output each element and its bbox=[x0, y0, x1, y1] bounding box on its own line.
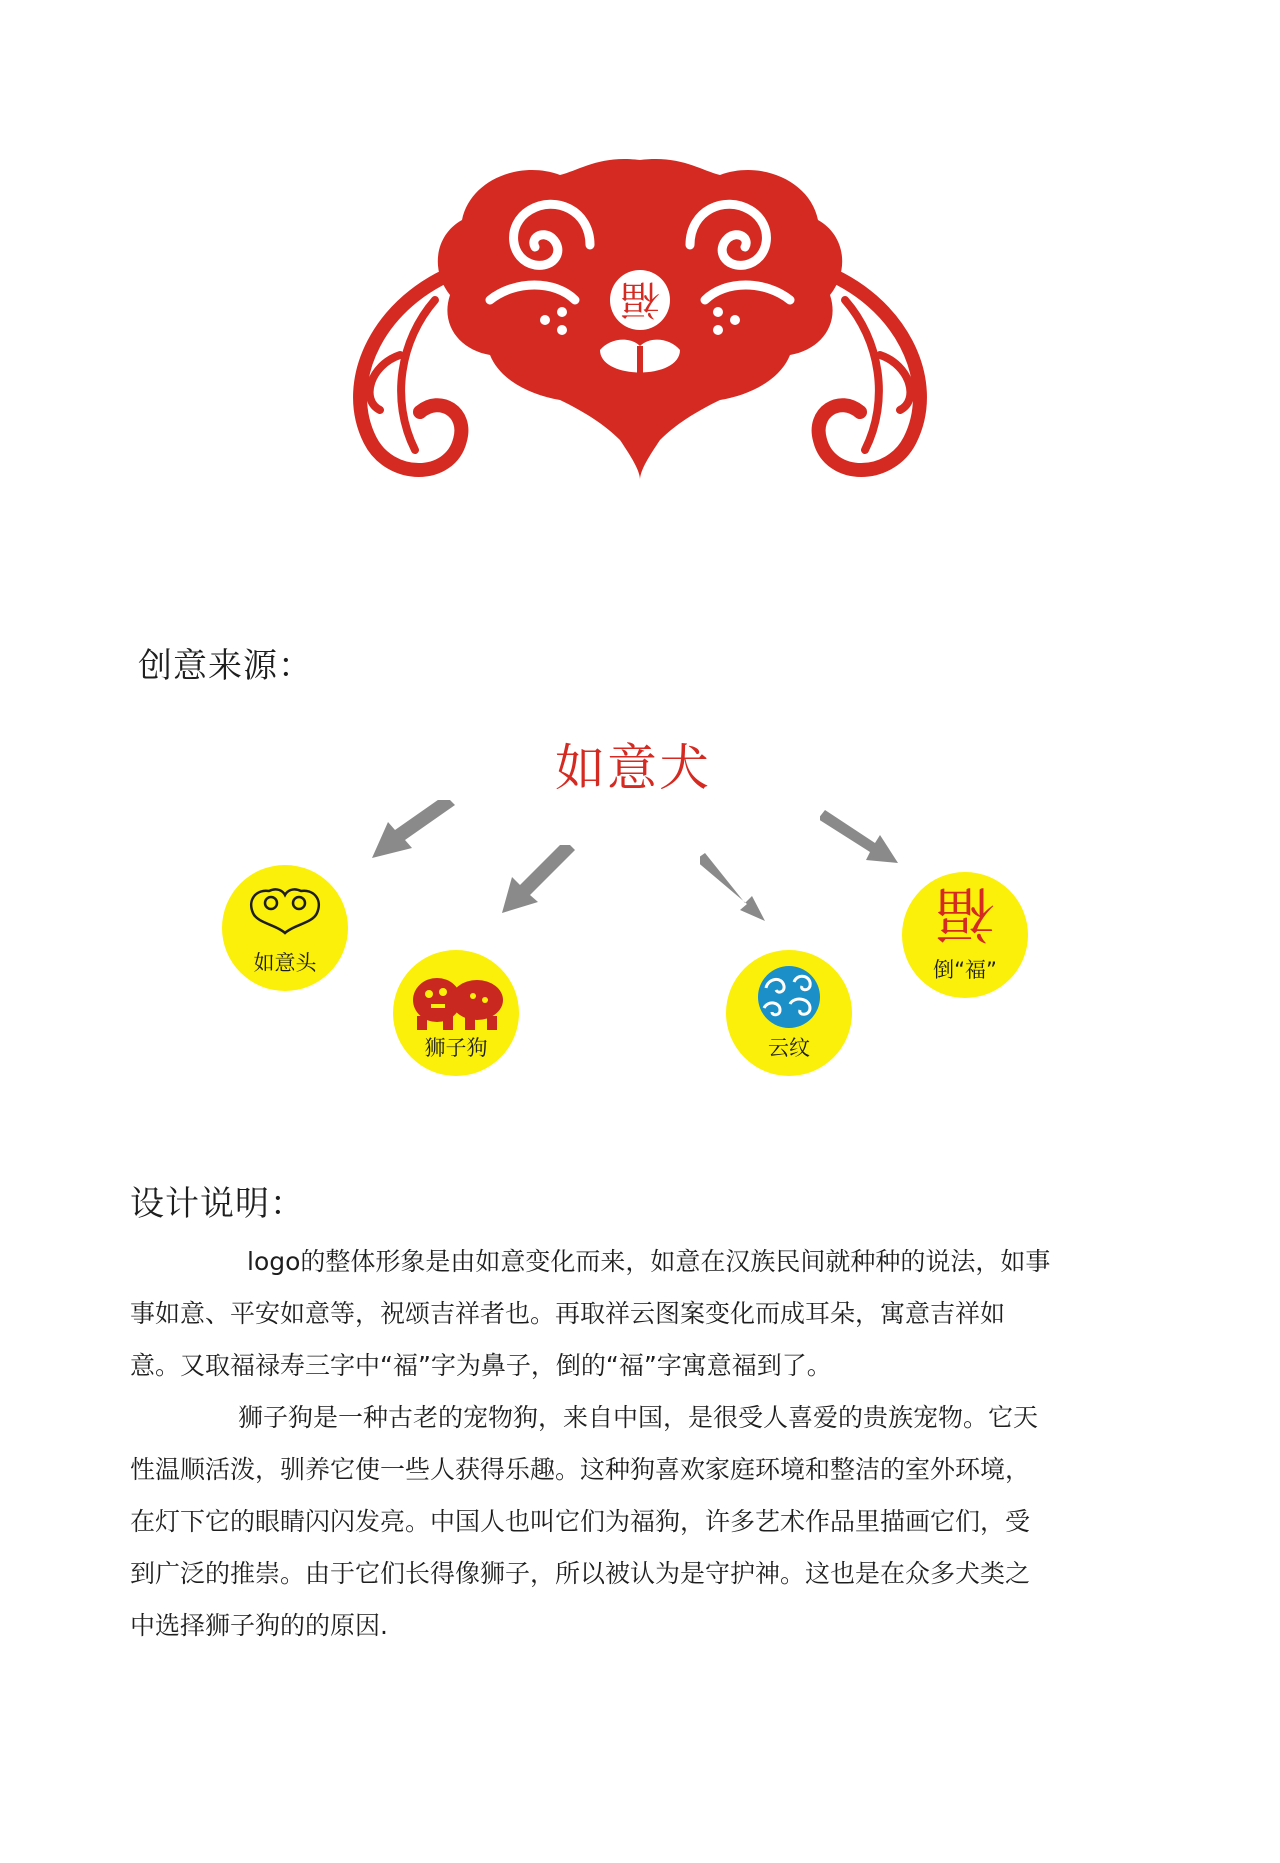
lion-dog-icon bbox=[407, 970, 505, 1032]
text-line: 中选择狮子狗的的原因. bbox=[130, 1611, 388, 1640]
element-label: 狮子狗 bbox=[424, 1036, 488, 1060]
ruyi-head-icon bbox=[247, 885, 323, 937]
arrow-right-inner bbox=[700, 848, 770, 923]
paragraph-logo bbox=[130, 1236, 1130, 1288]
text-line: 到广泛的推崇。由于它们长得像狮子，所以被认为是守护神。这也是在众多犬类之 bbox=[130, 1559, 1031, 1588]
design-description-heading: 设计说明： bbox=[130, 1184, 305, 1224]
text-line: 意。又取福禄寿三字中“福”字为鼻子，倒的“福”字寓意福到了。 bbox=[130, 1351, 832, 1380]
element-upside-down-fu bbox=[902, 872, 1028, 998]
arrow-left-outer bbox=[370, 800, 460, 860]
ruyi-dog-logo bbox=[340, 150, 940, 510]
fu-character: 福 bbox=[620, 276, 660, 322]
text-line: 事如意、平安如意等，祝颂吉祥者也。再取祥云图案变化而成耳朵，寓意吉祥如 bbox=[130, 1299, 1006, 1328]
element-label: 云纹 bbox=[768, 1036, 810, 1060]
text-line: logo的整体形象是由如意变化而来，如意在汉族民间就种种的说法，如事 bbox=[247, 1247, 1051, 1276]
element-cloud-pattern bbox=[726, 950, 852, 1076]
upside-down-fu-icon: 福 bbox=[935, 878, 995, 948]
text-line: 性温顺活泼，驯养它使一些人获得乐趣。这种狗喜欢家庭环境和整洁的室外环境， bbox=[130, 1455, 1031, 1484]
paragraph-lion-dog-cont bbox=[130, 1444, 1130, 1652]
text-line: 狮子狗是一种古老的宠物狗，来自中国，是很受人喜爱的贵族宠物。它天 bbox=[238, 1403, 1039, 1432]
arrow-right-outer bbox=[820, 805, 900, 865]
paragraph-logo-cont bbox=[130, 1288, 1130, 1392]
cloud-pattern-icon bbox=[754, 964, 824, 1030]
creative-source-heading: 创意来源： bbox=[138, 646, 313, 686]
element-ruyi-head bbox=[222, 865, 348, 991]
arrow-left-inner bbox=[500, 845, 580, 915]
element-lion-dog bbox=[393, 950, 519, 1076]
concept-title: 如意犬 bbox=[555, 739, 711, 797]
element-label: 如意头 bbox=[253, 951, 317, 975]
element-label: 倒“福” bbox=[933, 958, 997, 982]
paragraph-lion-dog bbox=[130, 1392, 1130, 1444]
text-line: 在灯下它的眼睛闪闪发亮。中国人也叫它们为福狗，许多艺术作品里描画它们，受 bbox=[130, 1507, 1031, 1536]
design-description bbox=[130, 1236, 1130, 1652]
